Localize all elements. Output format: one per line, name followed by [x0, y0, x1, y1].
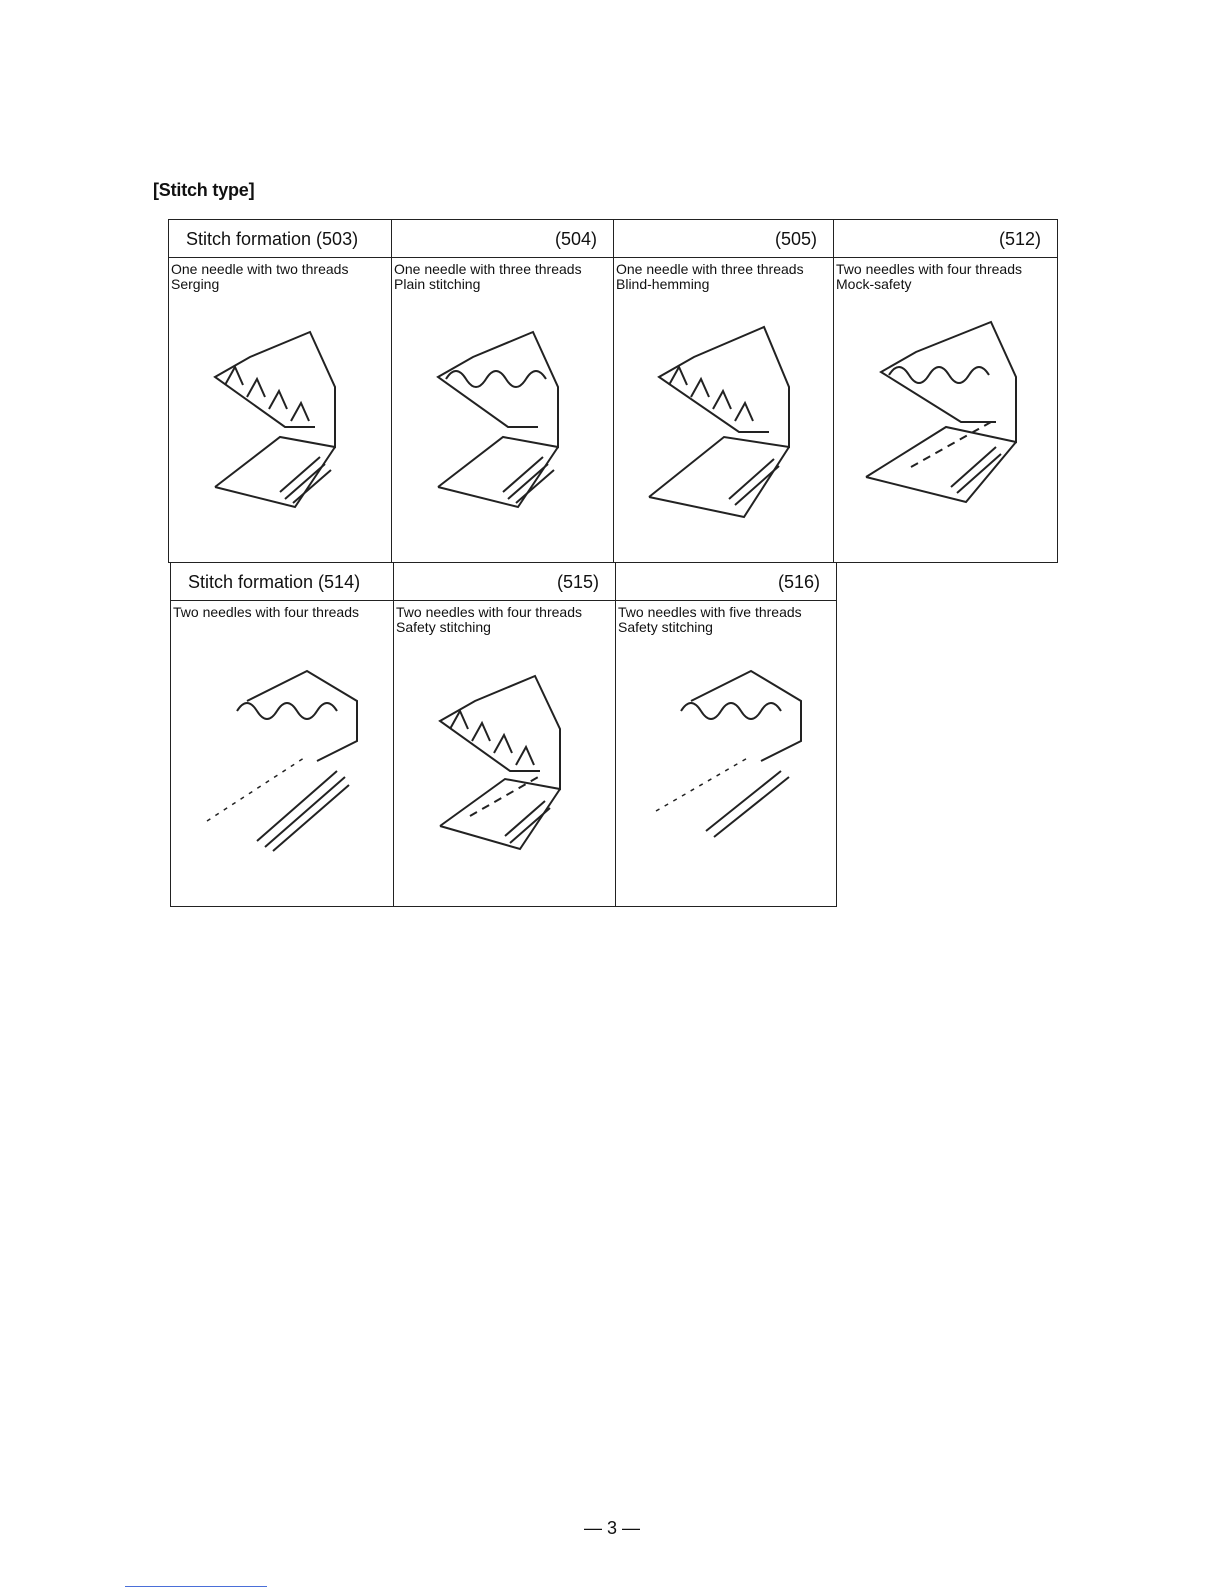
stitch-use: Serging	[171, 276, 220, 292]
stitch-use: Blind-hemming	[616, 276, 710, 292]
stitch-description	[614, 258, 833, 292]
stitch-description	[169, 258, 391, 292]
stitch-use: Plain stitching	[394, 276, 481, 292]
thread-count: One needle with three threads	[394, 261, 582, 277]
stitch-516-illustration	[631, 661, 821, 881]
thread-count: Two needles with five threads	[618, 604, 802, 620]
stitch-cell-504	[392, 220, 614, 562]
section-title: [Stitch type]	[153, 180, 255, 200]
stitch-header: (504)	[392, 220, 613, 258]
stitch-header: Stitch formation (503)	[169, 220, 391, 258]
stitch-description	[392, 258, 613, 292]
thread-count: Two needles with four threads	[173, 604, 359, 620]
stitch-use: Mock-safety	[836, 276, 912, 292]
page-number: — 3 —	[583, 1518, 640, 1538]
stitch-header: Stitch formation (514)	[171, 563, 393, 601]
stitch-515-illustration	[394, 643, 615, 898]
stitch-description	[616, 601, 836, 635]
stitch-505-illustration	[629, 317, 819, 537]
stitch-use: Safety stitching	[618, 619, 713, 635]
stitch-header: (512)	[834, 220, 1057, 258]
stitch-table-row-2	[170, 562, 837, 907]
stitch-description	[171, 601, 393, 620]
stitch-cell-505	[614, 220, 834, 562]
stitch-description	[834, 258, 1057, 292]
stitch-512-illustration	[851, 317, 1041, 537]
stitch-514-illustration	[187, 661, 377, 881]
stitch-505-illustration	[614, 300, 833, 554]
stitch-cell-516	[616, 563, 836, 906]
stitch-cell-515	[394, 563, 616, 906]
stitch-504-illustration	[408, 317, 598, 537]
stitch-header: (515)	[394, 563, 615, 601]
stitch-cell-514	[171, 563, 394, 906]
stitch-header: (516)	[616, 563, 836, 601]
thread-count: One needle with three threads	[616, 261, 804, 277]
stitch-504-illustration	[392, 300, 613, 554]
stitch-use: Safety stitching	[396, 619, 491, 635]
thread-count: Two needles with four threads	[396, 604, 582, 620]
stitch-cell-503	[169, 220, 392, 562]
stitch-515-illustration	[410, 661, 600, 881]
stitch-512-illustration	[834, 300, 1057, 554]
stitch-503-illustration	[169, 300, 391, 554]
thread-count: One needle with two threads	[171, 261, 349, 277]
stitch-503-illustration	[185, 317, 375, 537]
stitch-cell-512	[834, 220, 1057, 562]
stitch-table-row-1	[168, 219, 1058, 563]
stitch-description	[394, 601, 615, 635]
stitch-514-illustration	[171, 643, 393, 898]
stitch-516-illustration	[616, 643, 836, 898]
thread-count: Two needles with four threads	[836, 261, 1022, 277]
stitch-header: (505)	[614, 220, 833, 258]
